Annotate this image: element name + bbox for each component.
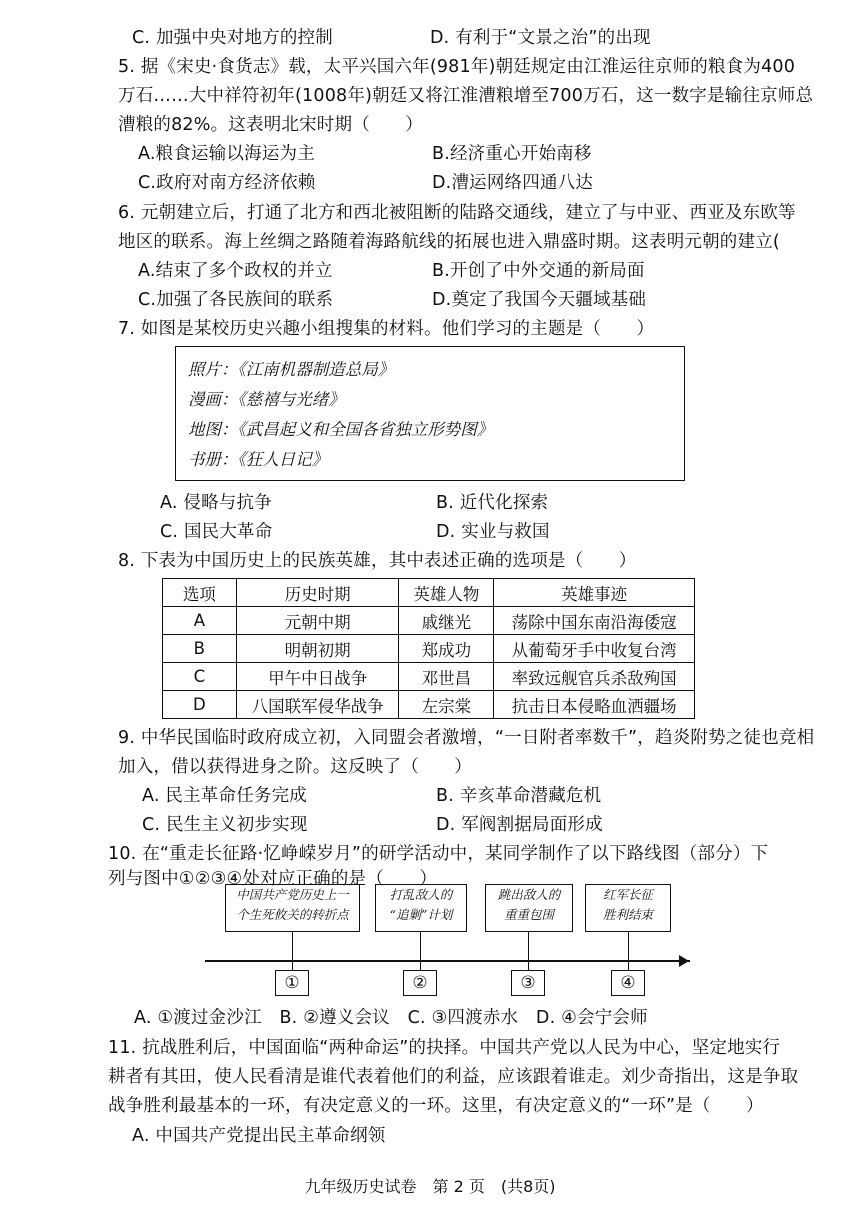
q7-option-d: D. 实业与救国 [436, 522, 550, 542]
q7-material-photo: 照片：《江南机器制造总局》 [188, 360, 395, 379]
route-box-break-encirclement: 跳出敌人的 重重包围 [485, 884, 573, 932]
q7-material-book: 书册：《狂人日记》 [188, 450, 329, 469]
route-box-break-pursuit: 打乱敌人的 “追剿”计划 [375, 884, 467, 932]
route-marker-2: ② [403, 970, 437, 996]
q6-stem-line2: 地区的联系。海上丝绸之路随着海路航线的拓展也进入鼎盛时期。这表明元朝的建立( [118, 232, 780, 252]
cell-hero: 邓世昌 [399, 663, 494, 691]
q6-option-d: D.奠定了我国今天疆域基础 [432, 290, 647, 310]
q8-hero-table [162, 578, 695, 719]
cell-period: 明朝初期 [236, 635, 399, 663]
table-row [163, 607, 695, 635]
route-connector [528, 932, 529, 960]
header-deeds: 英雄事迹 [494, 579, 695, 607]
cell-option: B [163, 635, 237, 663]
q8-stem: 8. 下表为中国历史上的民族英雄，其中表述正确的选项是（ ） [118, 551, 637, 571]
prev-option-d: D. 有利于“文景之治”的出现 [430, 28, 651, 48]
route-connector [292, 960, 293, 970]
route-box-turning-point: 中国共产党历史上一 个生死攸关的转折点 [225, 884, 360, 932]
q10-stem-line1: 10. 在“重走长征路·忆峥嵘岁月”的研学活动中，某同学制作了以下路线图（部分）下 [108, 844, 769, 864]
q7-option-a: A. 侵略与抗争 [160, 493, 272, 513]
cell-deeds: 从葡萄牙手中收复台湾 [494, 635, 695, 663]
route-connector [420, 960, 421, 970]
table-header-row [163, 579, 695, 607]
header-hero: 英雄人物 [399, 579, 494, 607]
cell-option: C [163, 663, 237, 691]
cell-option: A [163, 607, 237, 635]
q9-option-c: C. 民生主义初步实现 [142, 815, 308, 835]
arrow-right-icon [679, 955, 689, 967]
q5-stem-line3: 漕粮的82%。这表明北宋时期（ ） [118, 115, 423, 135]
q5-stem-line2: 万石……大中祥符初年(1008年)朝廷又将江淮漕粮增至700万石，这一数字是输往京师总 [118, 86, 814, 106]
q9-option-d: D. 军阀割据局面形成 [436, 815, 603, 835]
route-connector [292, 932, 293, 960]
q11-stem-line1: 11. 抗战胜利后，中国面临“两种命运”的抉择。中国共产党以人民为中心，坚定地实行 [108, 1038, 781, 1058]
route-marker-3: ③ [511, 970, 545, 996]
cell-period: 八国联军侵华战争 [236, 691, 399, 719]
route-box-march-victory: 红军长征 胜利结束 [585, 884, 671, 932]
q9-option-b: B. 辛亥革命潜藏危机 [436, 786, 602, 806]
route-timeline [205, 960, 690, 962]
header-option: 选项 [163, 579, 237, 607]
table-row [163, 663, 695, 691]
route-connector [420, 932, 421, 960]
q11-option-a: A. 中国共产党提出民主革命纲领 [132, 1126, 386, 1146]
q7-material-cartoon: 漫画：《慈禧与光绪》 [188, 390, 345, 409]
cell-period: 甲午中日战争 [236, 663, 399, 691]
q5-option-a: A.粮食运输以海运为主 [138, 144, 315, 164]
q5-stem-line1: 5. 据《宋史·食货志》载，太平兴国六年(981年)朝廷规定由江淮运往京师的粮食为400 [118, 57, 796, 77]
table-row [163, 635, 695, 663]
route-marker-1: ① [275, 970, 309, 996]
q7-option-b: B. 近代化探索 [436, 493, 549, 513]
q6-option-c: C.加强了各民族间的联系 [138, 290, 334, 310]
q5-option-d: D.漕运网络四通八达 [432, 173, 594, 193]
route-connector [628, 960, 629, 970]
page-footer: 九年级历史试卷 第 2 页 (共8页) [304, 1177, 556, 1196]
cell-hero: 郑成功 [399, 635, 494, 663]
route-marker-4: ④ [611, 970, 645, 996]
q10-stem-line2: 列与图中①②③④处对应正确的是（ ） [108, 869, 438, 889]
q7-material-map: 地图：《武昌起义和全国各省独立形势图》 [188, 420, 494, 439]
q9-stem-line2: 加入，借以获得进身之阶。这反映了（ ） [118, 757, 472, 777]
cell-deeds: 率致远舰官兵杀敌殉国 [494, 663, 695, 691]
q7-material-box [175, 346, 685, 481]
q6-option-b: B.开创了中外交通的新局面 [432, 261, 645, 281]
header-period: 历史时期 [236, 579, 399, 607]
q5-option-c: C.政府对南方经济依赖 [138, 173, 316, 193]
route-connector [628, 932, 629, 960]
cell-hero: 左宗棠 [399, 691, 494, 719]
prev-option-c: C. 加强中央对地方的控制 [132, 28, 333, 48]
q9-option-a: A. 民主革命任务完成 [142, 786, 307, 806]
long-march-route-diagram [205, 884, 690, 1014]
cell-option: D [163, 691, 237, 719]
q10-options: A. ①渡过金沙江 B. ②遵义会议 C. ③四渡赤水 D. ④会宁会师 [134, 1008, 648, 1028]
cell-period: 元朝中期 [236, 607, 399, 635]
q9-stem-line1: 9. 中华民国临时政府成立初，入同盟会者激增，“一日附者率数千”，趋炎附势之徒也竞相 [118, 728, 815, 748]
table-row [163, 691, 695, 719]
q5-option-b: B.经济重心开始南移 [432, 144, 592, 164]
route-connector [528, 960, 529, 970]
cell-deeds: 抗击日本侵略血洒疆场 [494, 691, 695, 719]
q11-stem-line3: 战争胜利最基本的一环，有决定意义的一环。这里，有决定意义的“一环”是（ ） [108, 1096, 764, 1116]
cell-hero: 戚继光 [399, 607, 494, 635]
q7-option-c: C. 国民大革命 [160, 522, 273, 542]
q6-stem-line1: 6. 元朝建立后，打通了北方和西北被阻断的陆路交通线，建立了与中亚、西亚及东欧等 [118, 203, 796, 223]
q6-option-a: A.结束了多个政权的并立 [138, 261, 333, 281]
q11-stem-line2: 耕者有其田，使人民看清是谁代表着他们的利益，应该跟着谁走。刘少奇指出，这是争取 [108, 1067, 799, 1087]
q7-stem: 7. 如图是某校历史兴趣小组搜集的材料。他们学习的主题是（ ） [118, 319, 655, 339]
cell-deeds: 荡除中国东南沿海倭寇 [494, 607, 695, 635]
